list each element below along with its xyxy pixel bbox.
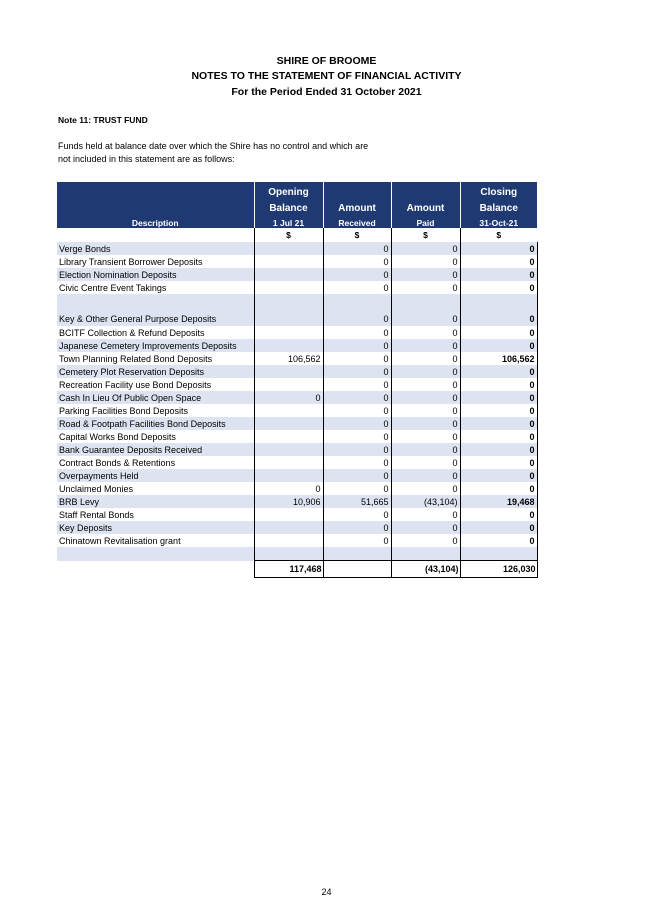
row-amount-paid: 0 — [391, 281, 460, 294]
table-row — [57, 294, 537, 326]
row-amount-paid: 0 — [391, 391, 460, 404]
trust-fund-rows — [57, 242, 537, 561]
row-description: Chinatown Revitalisation grant — [59, 535, 181, 546]
row-amount-received: 0 — [323, 378, 391, 391]
table-row — [57, 443, 537, 456]
row-description: Unclaimed Monies — [59, 483, 134, 494]
table-row — [57, 404, 537, 417]
units-received: $ — [323, 228, 391, 242]
table-row — [57, 482, 537, 495]
row-amount-received: 0 — [323, 443, 391, 456]
row-description: Verge Bonds — [57, 242, 254, 255]
report-title-shire: SHIRE OF BROOME — [276, 55, 377, 67]
table-row — [57, 521, 537, 534]
header-received-line3: Received — [323, 214, 391, 228]
row-description: Town Planning Related Bond Deposits — [59, 353, 213, 364]
row-amount-received: 0 — [323, 469, 391, 482]
row-opening-balance — [254, 430, 323, 443]
row-opening-balance — [254, 294, 323, 326]
row-closing-balance: 0 — [460, 365, 537, 378]
row-description — [57, 547, 254, 561]
row-closing-balance: 0 — [460, 404, 537, 417]
row-amount-paid: 0 — [391, 482, 460, 495]
row-amount-received: 0 — [323, 281, 391, 294]
row-opening-balance — [254, 326, 323, 339]
row-amount-paid: 0 — [391, 456, 460, 469]
row-closing-balance: 0 — [460, 268, 537, 281]
header-opening-line3: 1 Jul 21 — [254, 214, 323, 228]
table-row — [57, 391, 537, 404]
row-closing-balance — [460, 547, 537, 561]
row-opening-balance — [254, 378, 323, 391]
header-desc-spacer-1 — [57, 182, 254, 198]
units-opening: $ — [254, 228, 323, 242]
table-row — [57, 352, 537, 365]
header-closing-line2: Balance — [460, 198, 537, 214]
row-opening-balance — [254, 255, 323, 268]
row-closing-balance: 0 — [460, 391, 537, 404]
row-opening-balance — [254, 534, 323, 547]
row-opening-balance — [254, 469, 323, 482]
row-closing-balance: 0 — [460, 281, 537, 294]
row-opening-balance — [254, 339, 323, 352]
row-description: Japanese Cemetery Improvements Deposits — [57, 339, 254, 352]
row-opening-balance — [254, 404, 323, 417]
table-row — [57, 378, 537, 391]
header-desc-spacer-2 — [57, 198, 254, 214]
row-description: Cemetery Plot Reservation Deposits — [57, 365, 254, 378]
row-amount-paid: 0 — [391, 339, 460, 352]
report-title-period: For the Period Ended 31 October 2021 — [231, 86, 422, 98]
total-opening: 117,468 — [254, 561, 323, 578]
table-row — [57, 281, 537, 294]
row-amount-received: 0 — [323, 482, 391, 495]
row-amount-paid: 0 — [391, 430, 460, 443]
row-description: Civic Centre Event Takings — [59, 282, 167, 293]
header-received-line2: Amount — [323, 198, 391, 214]
row-description: Staff Rental Bonds — [59, 509, 134, 520]
row-amount-paid — [391, 547, 460, 561]
table-row — [57, 365, 537, 378]
row-opening-balance: 106,562 — [254, 352, 323, 365]
row-amount-paid: 0 — [391, 469, 460, 482]
row-description: Capital Works Bond Deposits — [59, 431, 176, 442]
row-description: BCITF Collection & Refund Deposits — [59, 327, 205, 338]
row-opening-balance — [254, 242, 323, 255]
table-row — [57, 547, 537, 561]
table-row — [57, 417, 537, 430]
intro-line-2: not included in this statement are as follows: — [58, 154, 235, 164]
row-description: Overpayments Held — [57, 469, 254, 482]
row-description: Road & Footpath Facilities Bond Deposits — [57, 417, 254, 430]
row-closing-balance: 0 — [460, 521, 537, 534]
row-amount-received: 0 — [323, 404, 391, 417]
row-amount-paid: 0 — [391, 268, 460, 281]
row-description: Parking Facilities Bond Deposits — [59, 405, 189, 416]
total-paid: (43,104) — [391, 561, 460, 578]
row-closing-balance: 0 — [460, 430, 537, 443]
row-description: Election Nomination Deposits — [57, 268, 254, 281]
row-amount-received: 0 — [323, 430, 391, 443]
row-description: Library Transient Borrower Deposits — [59, 256, 203, 267]
row-opening-balance: 10,906 — [254, 495, 323, 508]
row-closing-balance: 106,562 — [460, 352, 537, 365]
header-paid-spacer-1 — [391, 182, 460, 198]
row-closing-balance: 0 — [460, 378, 537, 391]
table-row — [57, 268, 537, 281]
row-closing-balance: 0 — [460, 326, 537, 339]
row-amount-received: 0 — [323, 534, 391, 547]
row-opening-balance — [254, 268, 323, 281]
row-closing-balance: 0 — [460, 534, 537, 547]
row-amount-received: 0 — [323, 391, 391, 404]
header-paid-line2: Amount — [391, 198, 460, 214]
row-opening-balance: 0 — [254, 391, 323, 404]
row-amount-paid: (43,104) — [391, 495, 460, 508]
row-description: Recreation Facility use Bond Deposits — [59, 379, 212, 390]
table-row — [57, 339, 537, 352]
row-description: Bank Guarantee Deposits Received — [57, 443, 254, 456]
table-row — [57, 495, 537, 508]
header-paid-line3: Paid — [391, 214, 460, 228]
row-opening-balance — [254, 417, 323, 430]
row-amount-received: 0 — [323, 268, 391, 281]
units-paid: $ — [391, 228, 460, 242]
row-opening-balance — [254, 365, 323, 378]
row-description: Key Deposits — [57, 521, 254, 534]
row-description: Key & Other General Purpose Deposits — [57, 294, 254, 326]
intro-line-1: Funds held at balance date over which the Shire has no control and which are — [58, 141, 369, 151]
row-opening-balance — [254, 281, 323, 294]
row-amount-paid: 0 — [391, 294, 460, 326]
table-row — [57, 456, 537, 469]
row-amount-received — [323, 547, 391, 561]
row-closing-balance: 0 — [460, 469, 537, 482]
total-received — [323, 561, 391, 578]
units-closing: $ — [460, 228, 537, 242]
row-opening-balance — [254, 508, 323, 521]
intro-text — [58, 140, 438, 166]
header-closing-line3: 31-Oct-21 — [460, 214, 537, 228]
page-number: 24 — [321, 887, 332, 897]
table-row — [57, 242, 537, 255]
header-description: Description — [57, 214, 254, 228]
row-amount-received: 0 — [323, 508, 391, 521]
totals-label — [57, 561, 254, 578]
row-closing-balance: 0 — [460, 456, 537, 469]
row-closing-balance: 0 — [460, 417, 537, 430]
row-amount-received: 0 — [323, 365, 391, 378]
row-amount-paid: 0 — [391, 255, 460, 268]
row-closing-balance: 0 — [460, 508, 537, 521]
row-amount-paid: 0 — [391, 534, 460, 547]
table-row — [57, 255, 537, 268]
header-opening-line1: Opening — [254, 182, 323, 198]
total-closing: 126,030 — [460, 561, 537, 578]
row-amount-received: 51,665 — [323, 495, 391, 508]
row-amount-paid: 0 — [391, 521, 460, 534]
row-amount-paid: 0 — [391, 242, 460, 255]
row-amount-paid: 0 — [391, 417, 460, 430]
row-opening-balance — [254, 521, 323, 534]
header-opening-line2: Balance — [254, 198, 323, 214]
note-heading: Note 11: TRUST FUND — [58, 115, 148, 125]
report-title-notes: NOTES TO THE STATEMENT OF FINANCIAL ACTIVITY — [191, 70, 462, 82]
row-closing-balance: 0 — [460, 255, 537, 268]
row-opening-balance: 0 — [254, 482, 323, 495]
row-closing-balance: 0 — [460, 482, 537, 495]
row-amount-received: 0 — [323, 294, 391, 326]
header-closing-line1: Closing — [460, 182, 537, 198]
row-opening-balance — [254, 443, 323, 456]
row-amount-received: 0 — [323, 352, 391, 365]
row-amount-received: 0 — [323, 255, 391, 268]
row-opening-balance — [254, 456, 323, 469]
row-closing-balance: 19,468 — [460, 495, 537, 508]
row-amount-received: 0 — [323, 242, 391, 255]
row-amount-received: 0 — [323, 521, 391, 534]
row-amount-received: 0 — [323, 417, 391, 430]
totals-row — [57, 561, 537, 578]
header-received-spacer-1 — [323, 182, 391, 198]
row-closing-balance: 0 — [460, 339, 537, 352]
row-amount-paid: 0 — [391, 443, 460, 456]
row-amount-received: 0 — [323, 456, 391, 469]
row-closing-balance: 0 — [460, 443, 537, 456]
table-row — [57, 326, 537, 339]
units-desc-spacer — [57, 228, 254, 242]
row-description: BRB Levy — [57, 495, 254, 508]
row-amount-received: 0 — [323, 326, 391, 339]
row-description: Contract Bonds & Retentions — [59, 457, 176, 468]
row-amount-paid: 0 — [391, 352, 460, 365]
row-closing-balance: 0 — [460, 294, 537, 326]
row-amount-paid: 0 — [391, 365, 460, 378]
row-amount-received: 0 — [323, 339, 391, 352]
table-row — [57, 508, 537, 521]
row-amount-paid: 0 — [391, 378, 460, 391]
row-closing-balance: 0 — [460, 242, 537, 255]
row-amount-paid: 0 — [391, 404, 460, 417]
table-row — [57, 430, 537, 443]
table-row — [57, 534, 537, 547]
trust-fund-table — [57, 182, 538, 578]
row-amount-paid: 0 — [391, 508, 460, 521]
row-opening-balance — [254, 547, 323, 561]
row-amount-paid: 0 — [391, 326, 460, 339]
table-row — [57, 469, 537, 482]
row-description: Cash In Lieu Of Public Open Space — [57, 391, 254, 404]
